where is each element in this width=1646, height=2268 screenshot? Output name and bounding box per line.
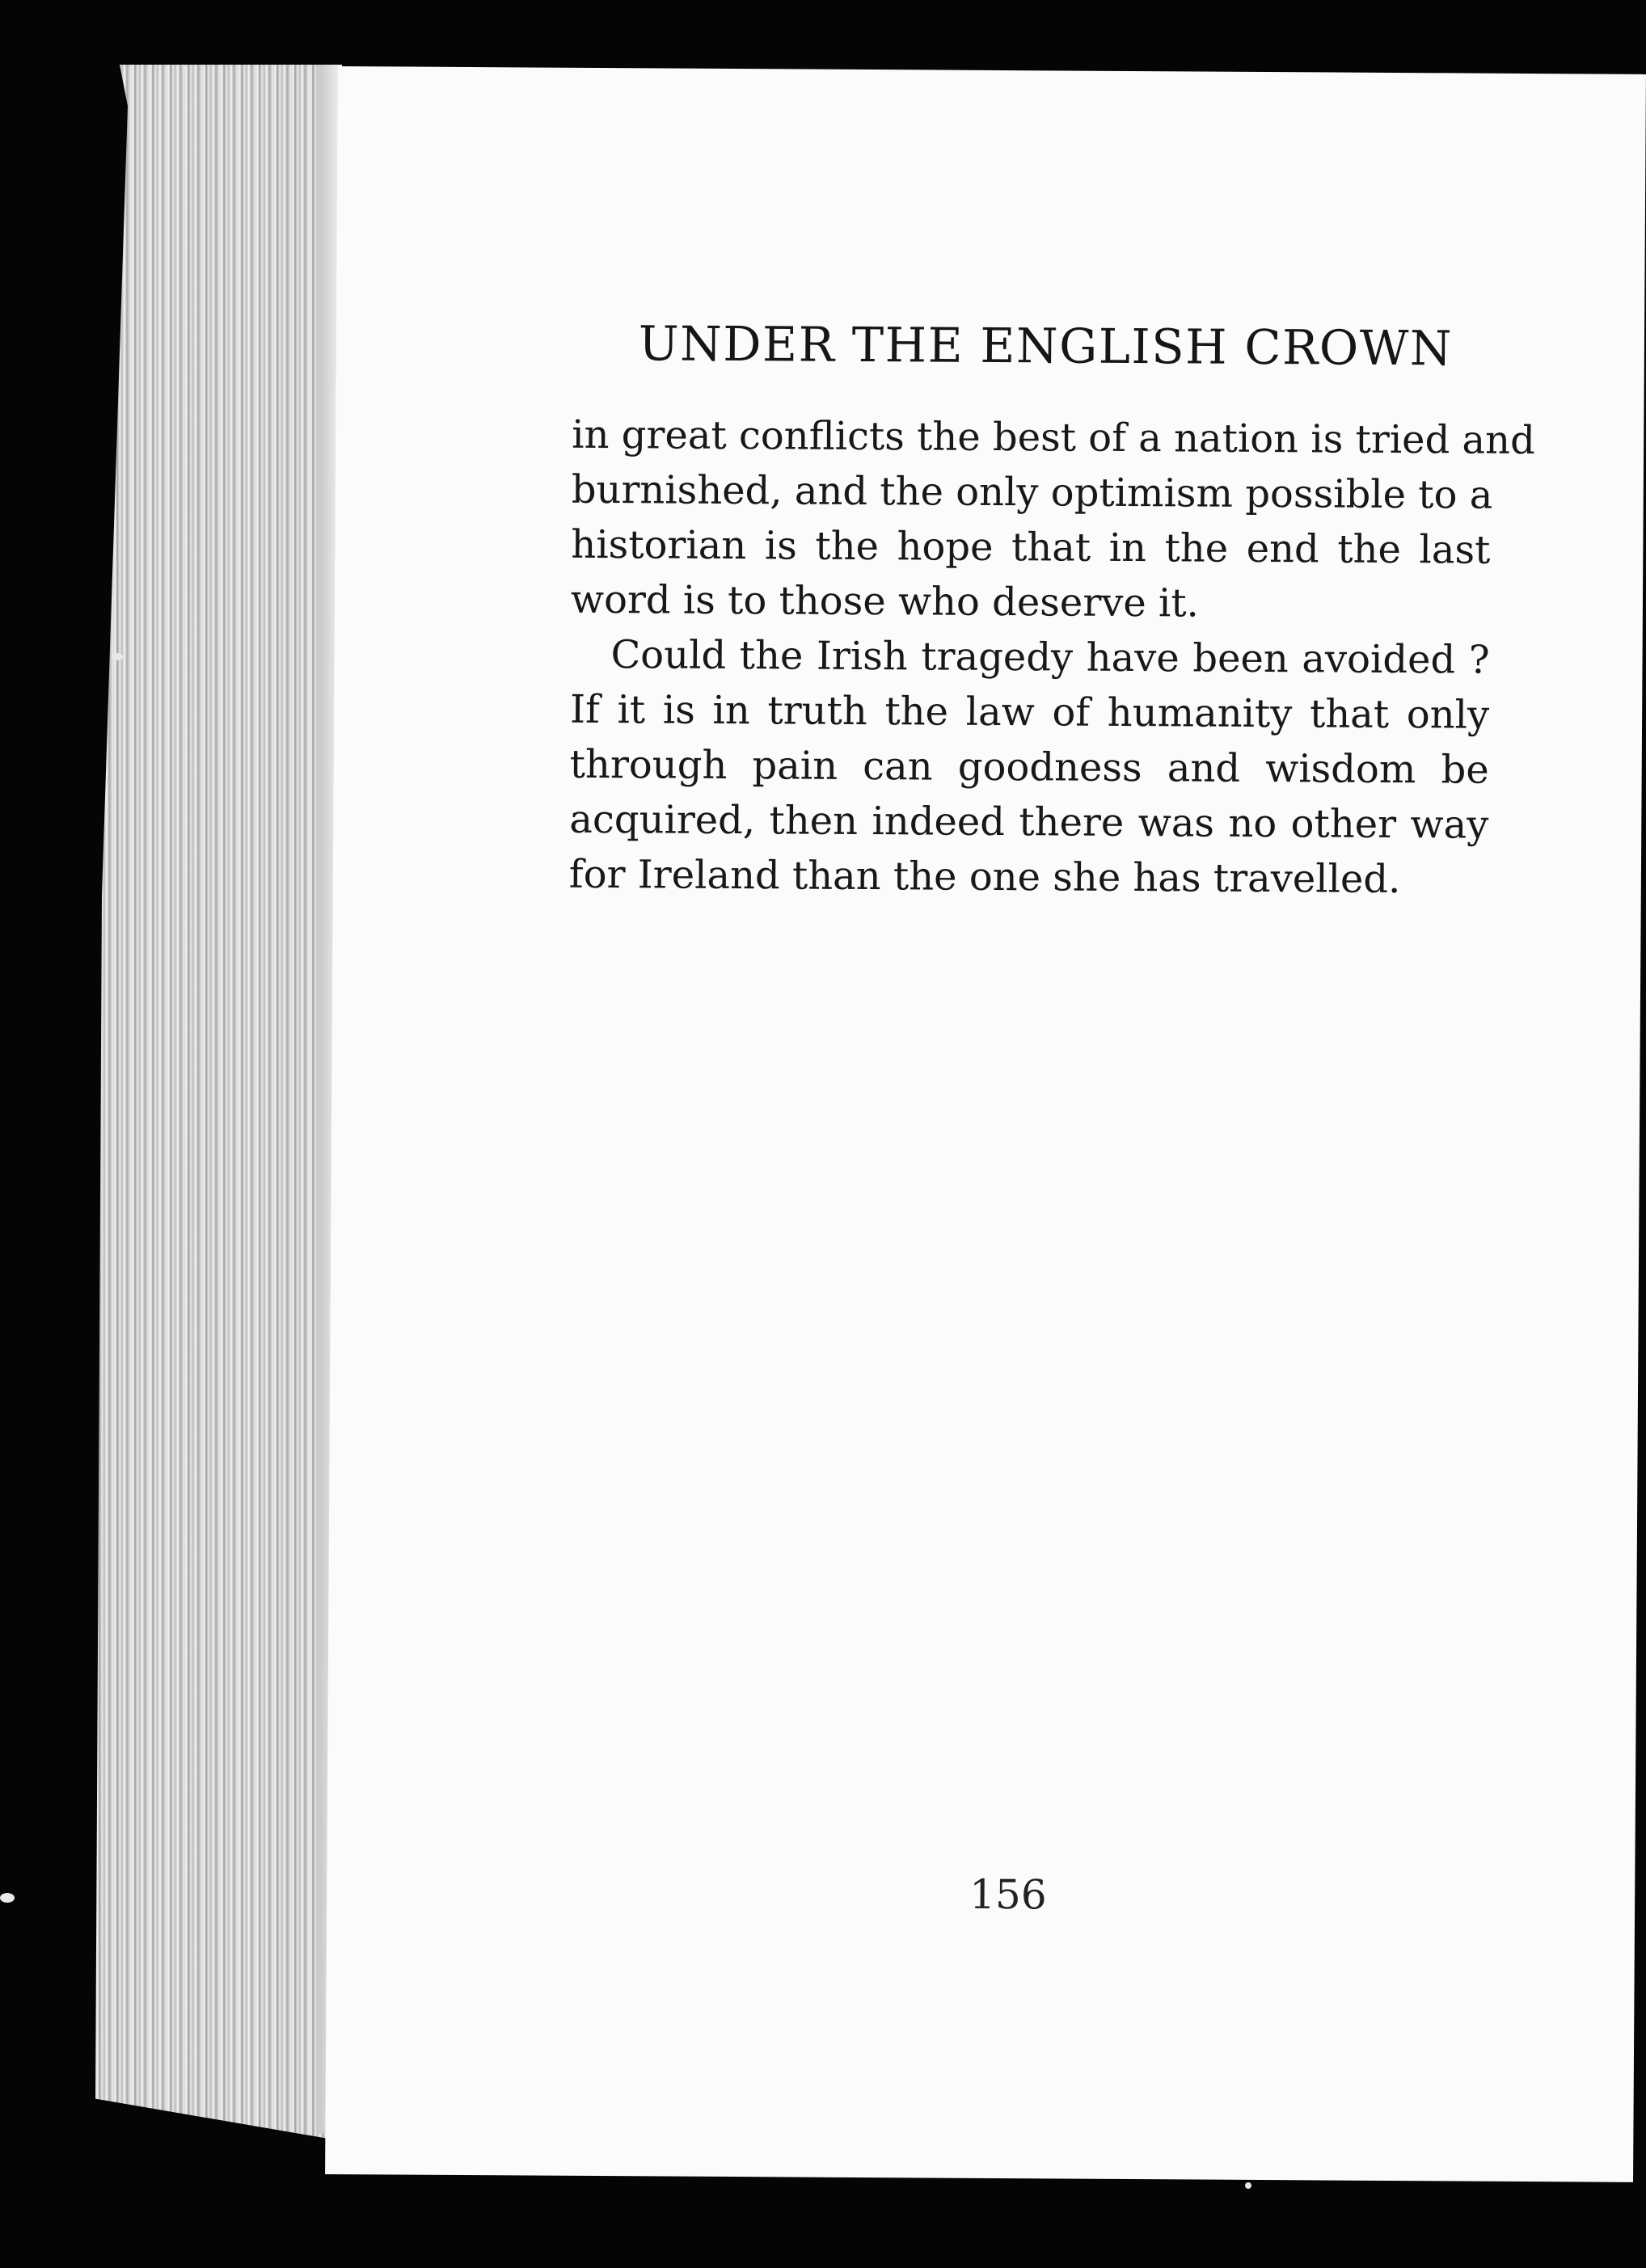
text-line: in great conflicts the best of a nation is tried and xyxy=(572,411,1535,464)
scan-speck xyxy=(0,1893,15,1903)
body-text xyxy=(568,407,1535,908)
scan-speck xyxy=(112,653,123,660)
text-line: historian is the hope that in the end the last xyxy=(571,521,1491,573)
running-head: UNDER THE ENGLISH CROWN xyxy=(638,315,1454,377)
text-line: word is to those who deserve it. xyxy=(570,576,1200,626)
text-line: for Ireland than the one she has travelled. xyxy=(568,851,1401,903)
book-page xyxy=(325,66,1646,2182)
page-edges xyxy=(95,65,338,2140)
page-number: 156 xyxy=(969,1870,1047,1919)
text-line: acquired, then indeed there was no other way xyxy=(569,796,1489,848)
paragraph xyxy=(569,627,1490,908)
text-line: through pain can goodness and wisdom be xyxy=(569,741,1489,793)
text-line: burnished, and the only optimism possible to a xyxy=(571,466,1493,518)
text-line: Could the Irish tragedy have been avoided ? xyxy=(610,632,1490,683)
scan-speck xyxy=(1245,2182,1251,2189)
paragraph xyxy=(570,407,1535,633)
text-line: If it is in truth the law of humanity that only xyxy=(569,686,1490,738)
